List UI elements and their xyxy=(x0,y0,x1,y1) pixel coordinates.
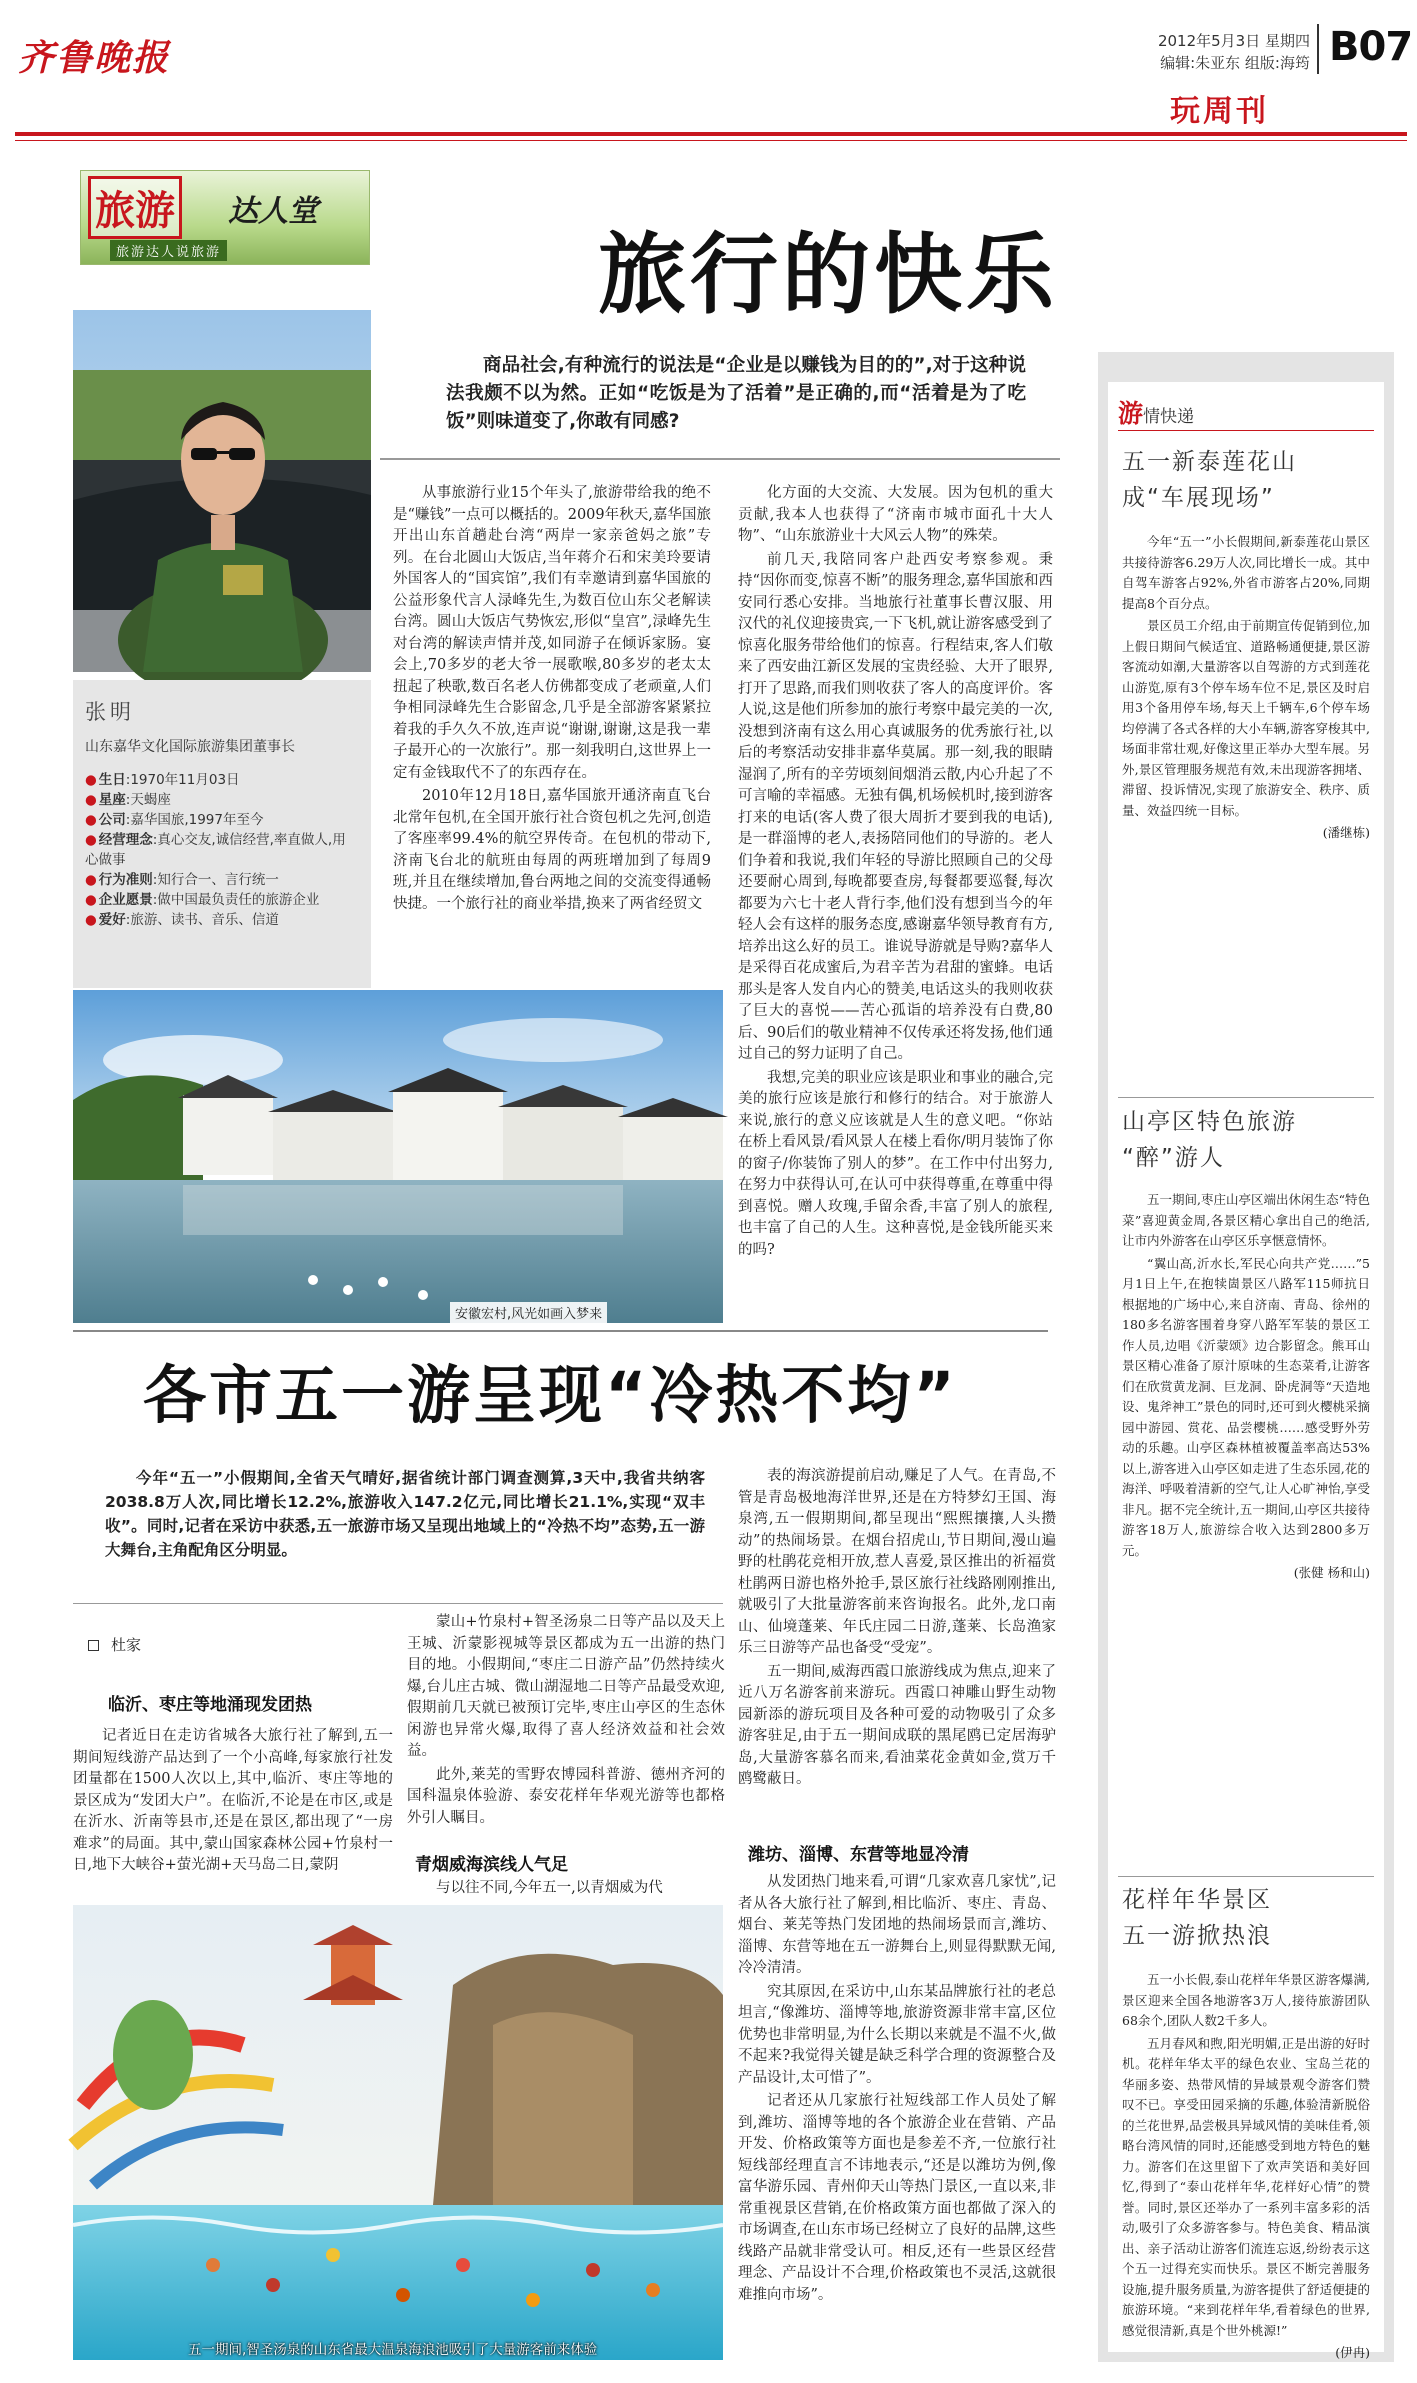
page-number-box xyxy=(1317,24,1413,74)
bottom-story-lead: 今年“五一”小假期间,全省天气晴好,据省统计部门调查测算,3天中,我省共纳客2038.8万人次,同比增长12.2%,旅游收入147.2亿元,同比增长21.1%,实现“双丰收”。同时,记者在采访中获悉,五一旅游市场又呈现出地域上的“冷热不均”态势,五一游大舞台,主角配角区分明显。 xyxy=(105,1469,705,1559)
sidebar-item-body xyxy=(1122,532,1370,1092)
issue-date: 2012年5月3日 星期四 xyxy=(1157,32,1310,50)
portrait-illustration xyxy=(73,310,371,672)
profile-item: ● 经营理念:真心交友,诚信经营,率直做人,用心做事 xyxy=(85,832,346,868)
bullet-icon: ● xyxy=(85,832,97,848)
portrait-photo xyxy=(73,310,371,672)
bottom-story-column-3 xyxy=(738,1466,1056,1826)
paragraph: 从发团热门地来看,可谓“几家欢喜几家忧”,记者从各大旅行社了解到,相比临沂、枣庄、青岛、烟台、莱芜等热门发团地的热闹场景而言,潍坊、淄博、东营等地在五一游舞台上,则显得默默无闻,冷冷清清。 xyxy=(738,1874,1056,1976)
paragraph: 蒙山+竹泉村+智圣汤泉二日等产品以及天上王城、沂蒙影视城等景区都成为五一出游的热门目的地。小假期间,“枣庄二日游产品”仍然持续火爆,台儿庄古城、微山湖湿地二日等产品最受欢迎,假期前几天就已被预订完毕,枣庄山亭区的生态休闲游也异常火爆,取得了喜人经济效益和社会效益。 xyxy=(407,1614,725,1759)
top-story-lead: 商品社会,有种流行的说法是“企业是以赚钱为目的的”,对于这种说法我颇不以为然。正如“吃饭是为了活着”是正确的,而“活着是为了吃饭”则味道变了,你敢有同感? xyxy=(446,355,1026,432)
column-badge-sub: 达人堂 xyxy=(228,194,318,229)
sidebar-divider xyxy=(1118,1097,1374,1098)
bullet-icon: ● xyxy=(85,912,97,928)
sidebar-header-big: 游 xyxy=(1118,399,1144,428)
profile-list xyxy=(85,770,359,930)
paragraph: 表的海滨游提前启动,赚足了人气。在青岛,不管是青岛极地海洋世界,还是在方特梦幻王国、海泉湾,五一假期期间,都呈现出“熙熙攘攘,人头攒动”的热闹场景。在烟台招虎山,节日期间,漫山遍野的杜鹃花竞相开放,惹人喜爱,景区推出的祈福赏杜鹃两日游也格外抢手,景区旅行社线路刚刚推出,就吸引了大批量游客前来咨询报名。此外,龙口南山、仙境蓬莱、年氏庄园二日游,蓬莱、长岛渔家乐三日游等产品也备受“受宠”。 xyxy=(738,1468,1056,1656)
news-sidebar xyxy=(1098,352,1394,2362)
profile-item: ● 生日:1970年11月03日 xyxy=(85,772,240,788)
column-badge xyxy=(80,170,370,265)
bottom-story-column-3b xyxy=(738,1872,1056,2362)
paragraph: 五一期间,枣庄山亭区端出休闲生态“特色菜”喜迎黄金周,各景区精心拿出自己的绝活,让市内外游客在山亭区乐享惬意情怀。 xyxy=(1122,1192,1370,1248)
byline: (潘继栋) xyxy=(1322,825,1370,840)
author-name: 杜家 xyxy=(111,1636,142,1654)
village-photo-caption: 安徽宏村,风光如画入梦来 xyxy=(450,1302,607,1323)
newspaper-logo: 齐鲁晚报 xyxy=(18,37,171,79)
story-divider xyxy=(73,1330,1048,1332)
paragraph: 今年“五一”小长假期间,新泰莲花山景区共接待游客6.29万人次,同比增长一成。其中自驾车游客占92%,外省市游客占20%,同期提高8个百分点。 xyxy=(1122,534,1370,611)
sidebar-item-title: 花样年华景区 五一游掀热浪 xyxy=(1122,1887,1272,1949)
bottom-story-column-2 xyxy=(407,1612,725,1842)
masthead-rule-thin xyxy=(15,140,1407,141)
profile-title: 山东嘉华文化国际旅游集团董事长 xyxy=(85,739,295,755)
paragraph: 五一小长假,泰山花样年华景区游客爆满,景区迎来全国各地游客3万人,接待旅游团队68余个,团队人数2千多人。 xyxy=(1122,1972,1370,2028)
village-illustration xyxy=(73,990,723,1323)
profile-item: ● 爱好:旅游、读书、音乐、信道 xyxy=(85,912,279,928)
sidebar-item-body xyxy=(1122,1970,1370,2360)
bottom-story-column-1 xyxy=(73,1726,393,1901)
paragraph: 前几天,我陪同客户赴西安考察参观。秉持“因你而变,惊喜不断”的服务理念,嘉华国旅和西安同行悉心安排。当地旅行社董事长曹汉服、用汉代的礼仪迎接贵宾,一下飞机,就让游客感受到了惊喜化服务带给他们的惊喜。行程结束,客人们敬来了西安曲江新区发展的宝贵经验、大开了眼界,打开了思路,而我们则收获了客人的高度评价。客人说,这是他们所参加的旅行考察中最完美的一次,没想到济南有这么用心真诚服务的优秀旅行社,以后的考察活动安排非嘉华莫属。那一刻,我的眼睛湿润了,所有的辛劳顷刻间烟消云散,内心升起了不可言喻的幸福感。无独有偶,机场候机时,接到游客打来的电话(客人费了很大周折才要到我的电话),是一群淄博的老人,表扬陪同他们的导游的。老人们争着和我说,我们年轻的导游比照顾自己的父母还要耐心周到,每晚都要查房,每餐都要巡餐,每次都要为六七十老人背行李,他们没有想到当今的年轻人会有这样的服务态度,感谢嘉华领导教育有方,培养出这么好的员工。谁说导游就是导购?嘉华人是采得百花成蜜后,为君辛苦为君甜的蜜蜂。电话那头是客人发自内心的赞美,电话这头的我则收获了巨大的喜悦——苦心孤诣的培养没有白费,80后、90后们的敬业精神不仅传承还将发扬,他们通过自己的努力证明了自己。 xyxy=(738,551,1053,1062)
sidebar-item-title: 五一新泰莲花山 成“车展现场” xyxy=(1122,449,1297,511)
paragraph: 与以往不同,今年五一,以青烟威为代 xyxy=(436,1880,663,1896)
bullet-icon: ● xyxy=(85,872,97,888)
bottom-story-title: 各市五一游呈现“冷热不均” xyxy=(143,1359,958,1432)
sidebar-item-body xyxy=(1122,1190,1370,1870)
paragraph: 记者还从几家旅行社短线部工作人员处了解到,潍坊、淄博等地的各个旅游企业在营销、产品开发、价格政策等方面也是参差不齐,一位旅行社短线部经理直言不讳地表示,“还是以潍坊为例,像富华游乐园、青州仰天山等热门景区,一直以来,非常重视景区营销,在价格政策方面也都做了深入的市场调查,在山东市场已经树立了良好的品牌,这些线路产品就非常受认可。相反,还有一些景区经营理念、产品设计不合理,价格政策也不灵活,这就很难推向市场”。 xyxy=(738,2093,1056,2303)
paragraph: 记者近日在走访省城各大旅行社了解到,五一期间短线游产品达到了一个小高峰,每家旅行社发团量都在1500人次以上,其中,临沂、枣庄等地的景区成为“发团大户”。在临沂,不论是在市区,或是在沂水、沂南等县市,还是在景区,都出现了“一房难求”的局面。其中,蒙山国家森林公园+竹泉村一日,地下大峡谷+萤光湖+天马岛二日,蒙阴 xyxy=(73,1728,393,1873)
issue-editors: 编辑:朱亚东 组版:海筠 xyxy=(1160,54,1310,72)
top-story-column-1 xyxy=(393,483,711,983)
byline: (张健 杨和山) xyxy=(1293,1565,1370,1580)
paragraph: 五一期间,威海西霞口旅游线成为焦点,迎来了近八万名游客前来游玩。西霞口神雕山野生动物园新添的游玩项目及各种可爱的动物吸引了众多游客驻足,由于五一期间成联的黑尾鸥已定居海驴岛,大量游客慕名而来,看油菜花金黄如金,赏万千鸥鹭蔽日。 xyxy=(738,1663,1056,1787)
paragraph: 究其原因,在采访中,山东某品牌旅行社的老总坦言,“像潍坊、淄博等地,旅游资源非常丰富,区位优势也非常明显,为什么长期以来就是不温不火,做不起来?我觉得关键是缺乏科学合理的资源整合及产品设计,太可惜了”。 xyxy=(738,1983,1056,2086)
paragraph: 我想,完美的职业应该是职业和事业的融合,完美的旅行应该是旅行和修行的结合。对于旅游人来说,旅行的意义应该就是人生的意义吧。“你站在桥上看风景/看风景人在楼上看你/明月装饰了你的窗子/你装饰了别人的梦”。在工作中付出努力,在努力中获得认可,在认可中获得尊重,在尊重中得到喜悦。赠人玫瑰,手留余香,丰富了别人的旅程,也丰富了自己的人生。这种喜悦,是金钱所能买来的吗? xyxy=(738,1069,1053,1258)
profile-item: ● 企业愿景:做中国最负责任的旅游企业 xyxy=(85,892,320,908)
section-subhead: 临沂、枣庄等地涌现发团热 xyxy=(108,1695,312,1715)
paragraph: 景区员工介绍,由于前期宣传促销到位,加上假日期间气候适宜、道路畅通便捷,景区游客流动如潮,大量游客以自驾游的方式到莲花山游览,原有3个停车场车位不足,景区及时启用3个备用停车场,每天上千辆车,6个停车场均停满了各式各样的大小车辆,游客穿梭其中,场面非常壮观,好像这里正举办大型车展。另外,景区管理服务规范有效,未出现游客拥堵、滞留、投诉情况,实现了旅游安全、秩序、质量、效益四统一目标。 xyxy=(1122,618,1370,818)
sidebar-header xyxy=(1118,394,1194,430)
village-photo xyxy=(73,990,723,1323)
lead-rule xyxy=(380,458,1060,460)
hot-spring-photo xyxy=(73,1905,723,2360)
column-badge-main: 旅游 xyxy=(88,176,182,239)
issue-meta xyxy=(1110,30,1310,74)
square-icon xyxy=(88,1640,99,1651)
sidebar-inner xyxy=(1108,382,1384,2360)
profile-box xyxy=(73,680,371,988)
profile-item: ● 星座:天蝎座 xyxy=(85,792,171,808)
paragraph: 2010年12月18日,嘉华国旅开通济南直飞台北常年包机,在全国开旅行社合资包机之先河,创造了客座率99.4%的航空界传奇。在包机的带动下,济南飞台北的航班由每周的两班增加到了每周9班,并且在继续增加,鲁台两地之间的交流变得通畅快捷。一个旅行社的商业举措,换来了两省经贸文 xyxy=(393,788,711,912)
masthead-rule xyxy=(15,132,1407,136)
hot-spring-photo-caption: 五一期间,智圣汤泉的山东省最大温泉海浪池吸引了大量游客前来体验 xyxy=(188,2342,598,2358)
bullet-icon: ● xyxy=(85,772,97,788)
lead-rule xyxy=(73,1603,723,1604)
paragraph: 化方面的大交流、大发展。因为包机的重大贡献,我本人也获得了“济南市城市面孔十大人物”、“山东旅游业十大风云人物”的殊荣。 xyxy=(738,485,1053,544)
profile-item: ● 行为准则:知行合一、言行统一 xyxy=(85,872,279,888)
sidebar-divider xyxy=(1118,1876,1374,1877)
profile-name: 张明 xyxy=(85,700,135,724)
paragraph: 从事旅游行业15个年头了,旅游带给我的绝不是“赚钱”一点可以概括的。2009年秋天,嘉华国旅开出山东首趟赴台湾“两岸一家亲爸妈之旅”专列。在台北圆山大饭店,当年蒋介石和宋美玲要请外国客人的“国宾馆”,我们有幸邀请到嘉华国旅的公益形象代言人渌峰先生,为数百位山东父老解读台湾。圆山大饭店气势恢宏,形似“皇宫”,渌峰先生对台湾的解读声情并茂,如同游子在倾诉家肠。宴会上,70多岁的老大爷一展歌喉,80多岁的老太太扭起了秧歌,数百名老人仿佛都变成了老顽童,人们争相同渌峰先生合影留念,几乎是全部游客紧紧拉着我的手久久不放,连声说“谢谢,谢谢,这是我一辈子最开心的一次旅行”。那一刻我明白,这世界上一定有金钱取代不了的东西存在。 xyxy=(393,485,711,781)
sidebar-header-small: 情快递 xyxy=(1143,407,1195,427)
column-badge-small: 旅游达人说旅游 xyxy=(110,240,227,261)
top-story-column-2 xyxy=(738,483,1053,1325)
bullet-icon: ● xyxy=(85,812,97,828)
bullet-icon: ● xyxy=(85,792,97,808)
top-story-title: 旅行的快乐 xyxy=(598,223,1059,326)
paragraph: “翼山高,沂水长,军民心向共产党……”5月1日上午,在抱犊崮景区八路军115师抗日根据地的广场中心,来自济南、青岛、徐州的180多名游客围着身穿八路军军装的景区工作人员,边唱《沂蒙颂》边合影留念。熊耳山景区精心准备了原汁原味的生态菜肴,让游客们在欣赏黄龙洞、巨龙洞、卧虎洞等“天造地设、鬼斧神工”景色的同时,还可到火樱桃采摘园中游园、赏花、品尝樱桃……感受野外劳动的乐趣。山亭区森林植被覆盖率高达53%以上,游客进入山亭区如走进了生态乐园,花的海洋、呼吸着清新的空气,让人心旷神怡,享受非凡。据不完全统计,五一期间,山亭区共接待游客18万人,旅游综合收入达到2800多万元。 xyxy=(1122,1255,1370,1558)
paragraph: 五月春风和煦,阳光明媚,正是出游的好时机。花样年华太平的绿色农业、宝岛兰花的华丽多姿、热带风情的异域景观令游客们赞叹不已。享受田园采摘的乐趣,体验清新脱俗的兰花世界,品尝极具异域风情的美味佳肴,领略台湾风情的同时,还能感受到地方特色的魅力。游客们在这里留下了欢声笑语和美好回忆,得到了“泰山花样年华,花样好心情”的赞誉。同时,景区还举办了一系列丰富多彩的活动,吸引了众多游客参与。特色美食、精品演出、亲子活动让游客们流连忘返,纷纷表示这个五一过得充实而快乐。景区不断完善服务设施,提升服务质量,为游客提供了舒适便捷的旅游环境。“来到花样年华,看着绿色的世界,感觉很清新,真是个世外桃源!” xyxy=(1122,2035,1370,2338)
bullet-icon: ● xyxy=(85,892,97,908)
section-subhead: 青烟威海滨线人气足 xyxy=(415,1855,568,1875)
masthead xyxy=(0,0,1417,135)
page-number: B07 xyxy=(1329,24,1413,70)
bottom-story-column-2b xyxy=(407,1878,725,1902)
section-subhead: 潍坊、淄博、东营等地显冷清 xyxy=(748,1845,969,1865)
author-line xyxy=(88,1634,141,1655)
paragraph: 此外,莱芜的雪野农博园科普游、德州齐河的国科温泉体验游、泰安花样年华观光游等也都格外引人瞩目。 xyxy=(407,1766,725,1826)
byline: (伊冉) xyxy=(1335,2345,1370,2360)
sidebar-header-rule xyxy=(1118,430,1374,431)
hot-spring-illustration xyxy=(73,1905,723,2360)
section-name: 玩周刊 xyxy=(1170,94,1269,129)
profile-item: ● 公司:嘉华国旅,1997年至今 xyxy=(85,812,264,828)
sidebar-item-title: 山亭区特色旅游 “醉”游人 xyxy=(1122,1109,1297,1171)
